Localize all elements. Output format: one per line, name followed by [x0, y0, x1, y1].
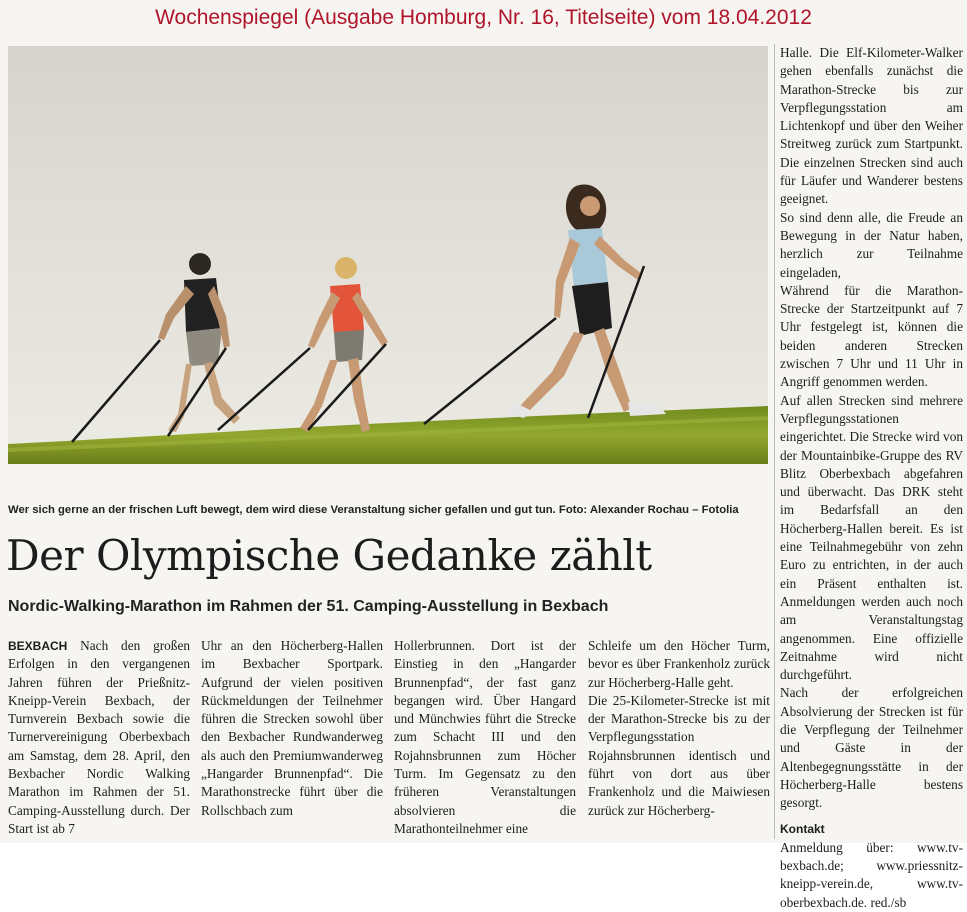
article-column-2	[201, 637, 383, 843]
article-text: Hollerbrunnen. Dort ist der Einstieg in den „Hangarder Brunnenpfad“, der fast ganz begangen wird. Über Hangard und Münchwies führt die Strecke zum Schacht III und den Rojahnsbrunnen zum Höcher Turm. Im Gegensatz zu den früheren Veranstaltungen absolvieren die Marathonteilnehmer eine	[394, 638, 576, 836]
column-divider	[774, 44, 775, 839]
article-text: So sind denn alle, die Freude an Bewegung in der Natur haben, herzlich zur Teilnahme eingeladen,	[780, 209, 963, 280]
nordic-walking-photo-icon	[8, 46, 768, 464]
dateline: BEXBACH	[8, 639, 68, 653]
article-text: Die 25-Kilometer-Strecke ist mit der Marathon-Strecke bis zu der Verpflegungsstation Rojahnsbrunnen identisch und führt von dort aus über Frankenholz und die Maiwiesen zurück zur Höcherberg-	[588, 692, 770, 818]
source-line: Wochenspiegel (Ausgabe Homburg, Nr. 16, Titelseite) vom 18.04.2012	[155, 6, 812, 29]
article-column-1	[8, 637, 190, 843]
headline: Der Olympische Gedanke zählt	[6, 531, 652, 580]
article-text: Uhr an den Höcherberg-Hallen im Bexbacher Sportpark. Aufgrund der vielen positiven Rückmeldungen der Teilnehmer führen die Strecken sowohl über den Bexbacher Rundwanderweg als auch den Premiumwanderweg „Hangarder Brunnenpfad“. Die Marathonstrecke führt über die Rollschbach zum	[201, 638, 383, 818]
article-text: Nach den großen Erfolgen in den vergangenen Jahren führen der Prießnitz-Kneipp-Verein Bexbach, der Turnverein Bexbach sowie die Turnervereinigung Oberbexbach am Samstag, dem 28. April, den Bexbacher Nordic Walking Marathon im Rahmen der 51. Camping-Ausstellung durch. Der Start ist ab 7	[8, 638, 190, 836]
article-text: Schleife um den Höcher Turm, bevor es über Frankenholz zurück zur Höcherberg-Halle geht.	[588, 638, 770, 690]
article-column-4	[588, 637, 770, 843]
article-text: Halle. Die Elf-Kilometer-Walker gehen ebenfalls zunächst die Marathon-Strecke bis zur Verpflegungsstation am Lichtenkopf und über den Weiher Streitweg zurück zum Startpunkt. Die einzelnen Strecken sind auch für Läufer und Wanderer bestens geeignet.	[780, 45, 963, 207]
kontakt-heading: Kontakt	[780, 822, 825, 837]
kontakt-text: Anmeldung über: www.tv-bexbach.de; www.priessnitz-kneipp-verein.de, www.tv-oberbexbach.de. red./sb	[780, 839, 963, 910]
photo-caption: Wer sich gerne an der frischen Luft bewegt, dem wird diese Veranstaltung sicher gefallen und gut tun. Foto: Alexander Rochau – Fotolia	[8, 504, 739, 516]
article-column-3	[394, 637, 576, 843]
article-column-5	[780, 44, 963, 910]
subheadline: Nordic-Walking-Marathon im Rahmen der 51. Camping-Ausstellung in Bexbach	[8, 598, 609, 615]
article-text: Nach der erfolgreichen Absolvierung der Strecken ist für die Verpflegung der Teilnehmer und Gäste in der Altenbegegnungsstätte in der Höcherberg-Halle bestens gesorgt.	[780, 685, 963, 811]
nordic-walking-photo	[8, 46, 768, 464]
article-text: Während für die Marathon-Strecke der Startzeitpunkt auf 7 Uhr festgelegt ist, können die beiden anderen Strecken zwischen 7 Uhr und 11 Uhr in Angriff genommen werden.	[780, 282, 963, 390]
article-text: Auf allen Strecken sind mehrere Verpflegungsstationen eingerichtet. Die Strecke wird von der Mountainbike-Gruppe des RV Blitz Oberbexbach abgefahren und überwacht. Das DRK steht im Bedarfsfall an den Höcherberg-Hallen bereit. Es ist eine Teilnahmegebühr von zehn Euro zu entrichten, in der auch ein Präsent enthalten ist. Anmeldungen werden auch noch am Veranstaltungstag angenommen. Eine offizielle Zeitnahme wird nicht durchgeführt.	[780, 392, 963, 683]
